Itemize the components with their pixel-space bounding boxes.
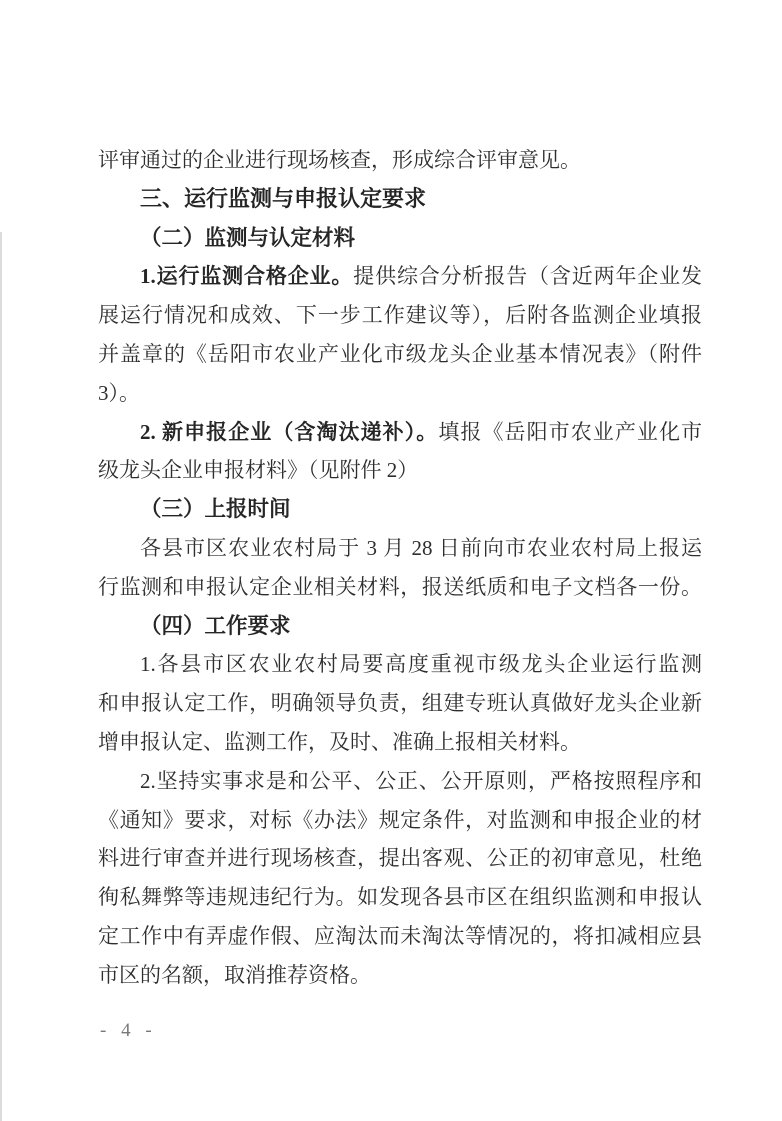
paragraph-line: 料进行审查并进行现场核查，提出客观、公正的初审意见，杜绝 xyxy=(98,846,702,871)
paragraph-line: 行监测和申报认定企业相关材料，报送纸质和电子文档各一份。 xyxy=(98,574,702,599)
paragraph-line: 评审通过的企业进行现场核查，形成综合评审意见。 xyxy=(98,148,581,172)
paragraph-line: 《通知》要求，对标《办法》规定条件，对监测和申报企业的材 xyxy=(98,807,702,832)
subsection-heading-3: （三）上报时间 xyxy=(140,497,291,522)
subsection-heading-4: （四）工作要求 xyxy=(140,613,291,638)
paragraph-line: 市区的名额，取消推荐资格。 xyxy=(98,962,371,987)
paragraph-text: 填报《岳阳市农业产业化市 xyxy=(438,419,703,444)
paragraph-line: 定工作中有弄虚作假、应淘汰而未淘汰等情况的，将扣减相应县 xyxy=(98,923,702,948)
paragraph-line: 徇私舞弊等违规违纪行为。如发现各县市区在组织监测和申报认 xyxy=(98,885,702,910)
paragraph-lead: 2. 新申报企业（含淘汰递补）。 xyxy=(140,419,439,444)
paragraph-text: 提供综合分析报告（含近两年企业发 xyxy=(353,264,702,289)
paragraph-line: 增申报认定、监测工作，及时、准确上报相关材料。 xyxy=(98,729,581,754)
section-heading-3: 三、运行监测与申报认定要求 xyxy=(140,185,427,211)
paragraph-line: 展运行情况和成效、下一步工作建议等），后附各监测企业填报 xyxy=(98,303,702,328)
paragraph-line: 并盖章的《岳阳市农业产业化市级龙头企业基本情况表》（附件 xyxy=(98,341,702,366)
paragraph-line: 1.各县市区农业农村局要高度重视市级龙头企业运行监测 xyxy=(140,652,702,677)
paragraph-lead: 1.运行监测合格企业。 xyxy=(140,264,354,289)
paragraph-line: 和申报认定工作，明确领导负责，组建专班认真做好龙头企业新 xyxy=(98,691,702,716)
page-number: - 4 - xyxy=(100,1020,157,1041)
paragraph-line xyxy=(98,413,702,452)
subsection-heading-2: （二）监测与认定材料 xyxy=(140,225,356,250)
paragraph-line: 级龙头企业申报材料》（见附件 2） xyxy=(98,458,419,483)
paragraph-line: 2.坚持实事求是和公平、公正、公开原则，严格按照程序和 xyxy=(140,768,702,793)
paragraph-line xyxy=(98,257,702,296)
document-body xyxy=(98,141,702,995)
paragraph-line: 各县市区农业农村局于 3 月 28 日前向市农业农村局上报运 xyxy=(140,535,702,560)
paragraph-line: 3）。 xyxy=(98,380,140,405)
scan-edge-artifact xyxy=(0,232,2,1121)
